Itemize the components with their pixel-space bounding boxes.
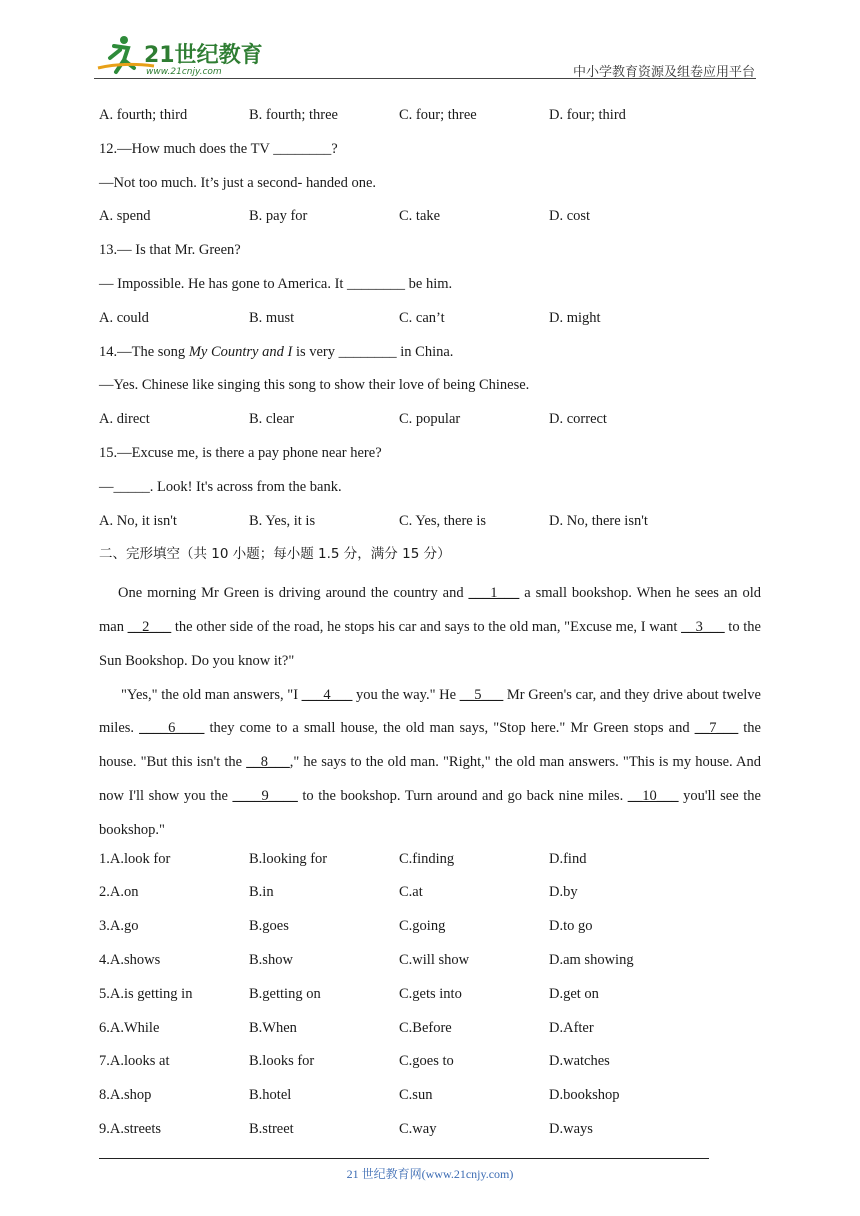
option-d: D.watches <box>549 1053 610 1070</box>
option-d: D. might <box>549 309 601 326</box>
option-b: B. fourth; three <box>249 107 338 123</box>
option-a: 8.A.shop <box>99 1087 152 1104</box>
option-c: C. take <box>399 208 441 225</box>
cloze-option-row <box>99 915 761 949</box>
q11-options <box>99 104 761 138</box>
option-c: C. Yes, there is <box>399 512 487 529</box>
exam-content <box>99 104 761 1152</box>
option-d: D.by <box>549 884 578 901</box>
option-d: D.find <box>549 850 587 867</box>
option-a: 9.A.streets <box>99 1120 162 1137</box>
cloze-option-row <box>99 1118 761 1152</box>
option-a: A. could <box>99 309 149 326</box>
q13-question: 13.— Is that Mr. Green? <box>99 242 241 259</box>
q14-options <box>99 408 761 442</box>
option-c: C. can’t <box>399 309 445 326</box>
option-b: B. must <box>249 309 295 326</box>
q15-response: —_____. Look! It's across from the bank. <box>99 478 342 495</box>
option-d: D. No, there isn't <box>549 512 648 529</box>
option-b: B. pay for <box>249 208 308 225</box>
option-d: D. correct <box>549 411 607 428</box>
option-a: 2.A.on <box>99 884 139 901</box>
cloze-option-row <box>99 949 761 983</box>
option-c: C.going <box>399 918 446 935</box>
cloze-option-row <box>99 1017 761 1051</box>
section-title: 二、完形填空（共 10 小题；每小题 1.5 分，满分 15 分） <box>99 546 451 563</box>
option-b: B.looking for <box>249 850 328 867</box>
option-d: D.bookshop <box>549 1087 620 1104</box>
q12-question: 12.—How much does the TV ________? <box>99 140 338 157</box>
cloze-option-row <box>99 1084 761 1118</box>
option-c: C.at <box>399 884 423 901</box>
option-b: B.in <box>249 884 274 901</box>
option-b: B.When <box>249 1019 297 1036</box>
cloze-option-row <box>99 983 761 1017</box>
option-c: C. popular <box>399 411 461 428</box>
option-d: D.ways <box>549 1120 593 1137</box>
option-b: B. clear <box>249 411 295 428</box>
q13-response: — Impossible. He has gone to America. It ________ be him. <box>99 275 453 292</box>
option-c: C. four; three <box>399 107 477 123</box>
option-a: A. fourth; third <box>99 107 188 123</box>
logo <box>94 34 269 78</box>
svg-text:www.21cnjy.com: www.21cnjy.com <box>146 67 222 77</box>
option-a: A. No, it isn't <box>99 512 177 529</box>
option-c: C.sun <box>399 1087 433 1104</box>
cloze-option-row <box>99 848 761 882</box>
option-c: C.gets into <box>399 985 462 1002</box>
header-platform-text: 中小学教育资源及组卷应用平台 <box>572 65 755 80</box>
cloze-option-row <box>99 881 761 915</box>
option-a: 4.A.shows <box>99 951 161 968</box>
q13-options <box>99 307 761 341</box>
option-c: C.goes to <box>399 1053 454 1070</box>
q14-question: 14.—The song My Country and I is very ________ in China. <box>99 343 454 360</box>
option-b: B.street <box>249 1120 294 1137</box>
option-b: B.goes <box>249 918 289 935</box>
option-c: C.Before <box>399 1019 452 1036</box>
cloze-options <box>99 848 761 1152</box>
q12-response: —Not too much. It’s just a second- handed one. <box>99 174 377 191</box>
option-b: B.hotel <box>249 1087 292 1104</box>
option-b: B.show <box>249 951 293 968</box>
option-a: 1.A.look for <box>99 850 171 867</box>
q15-question: 15.—Excuse me, is there a pay phone near here? <box>99 444 382 461</box>
option-a: A. spend <box>99 208 151 225</box>
option-d: D. cost <box>549 208 591 225</box>
header-divider <box>94 78 756 79</box>
page-header <box>0 0 860 80</box>
option-c: C.way <box>399 1120 437 1137</box>
option-d: D.After <box>549 1019 594 1036</box>
option-b: B.looks for <box>249 1053 315 1070</box>
option-a: 5.A.is getting in <box>99 985 193 1002</box>
q15-options <box>99 510 761 544</box>
footer-text: 21 世纪教育网(www.21cnjy.com) <box>346 1167 514 1181</box>
option-d: D.am showing <box>549 951 634 968</box>
option-d: D.to go <box>549 918 593 935</box>
option-a: 3.A.go <box>99 918 139 935</box>
option-c: C.finding <box>399 850 455 867</box>
footer-divider <box>99 1158 709 1159</box>
option-d: D. four; third <box>549 107 626 123</box>
q12-options <box>99 205 761 239</box>
option-c: C.will show <box>399 951 470 968</box>
q14-response: —Yes. Chinese like singing this song to show their love of being Chinese. <box>99 377 530 394</box>
option-d: D.get on <box>549 985 599 1002</box>
passage-paragraph-1: One morning Mr Green is driving around the country and ___1___ a small bookshop. When he sees an old man __2___ the other side of the road, he stops his car and says to the old man, "Excuse me, I want __3___ to the Sun Bookshop. Do you know it?" <box>99 585 761 669</box>
option-a: 7.A.looks at <box>99 1053 170 1070</box>
option-a: 6.A.While <box>99 1019 160 1036</box>
passage-paragraph-2: "Yes," the old man answers, "I ___4___ you the way." He __5___ Mr Green's car, and they drive about twelve miles. ____6____ they come to a small house, the old man says, "Stop here." Mr Green stops and __7___ the house. "But this isn't the __8___," he says to the old man. "Right," the old man answers. "This is my house. And now I'll show you the ____9____ to the bookshop. Turn around and go back nine miles. __10___ you'll see the bookshop." <box>99 686 761 838</box>
option-b: B.getting on <box>249 985 321 1002</box>
cloze-option-row <box>99 1050 761 1084</box>
option-a: A. direct <box>99 411 150 428</box>
option-b: B. Yes, it is <box>249 512 316 529</box>
svg-text:21世纪教育: 21世纪教育 <box>144 43 263 68</box>
